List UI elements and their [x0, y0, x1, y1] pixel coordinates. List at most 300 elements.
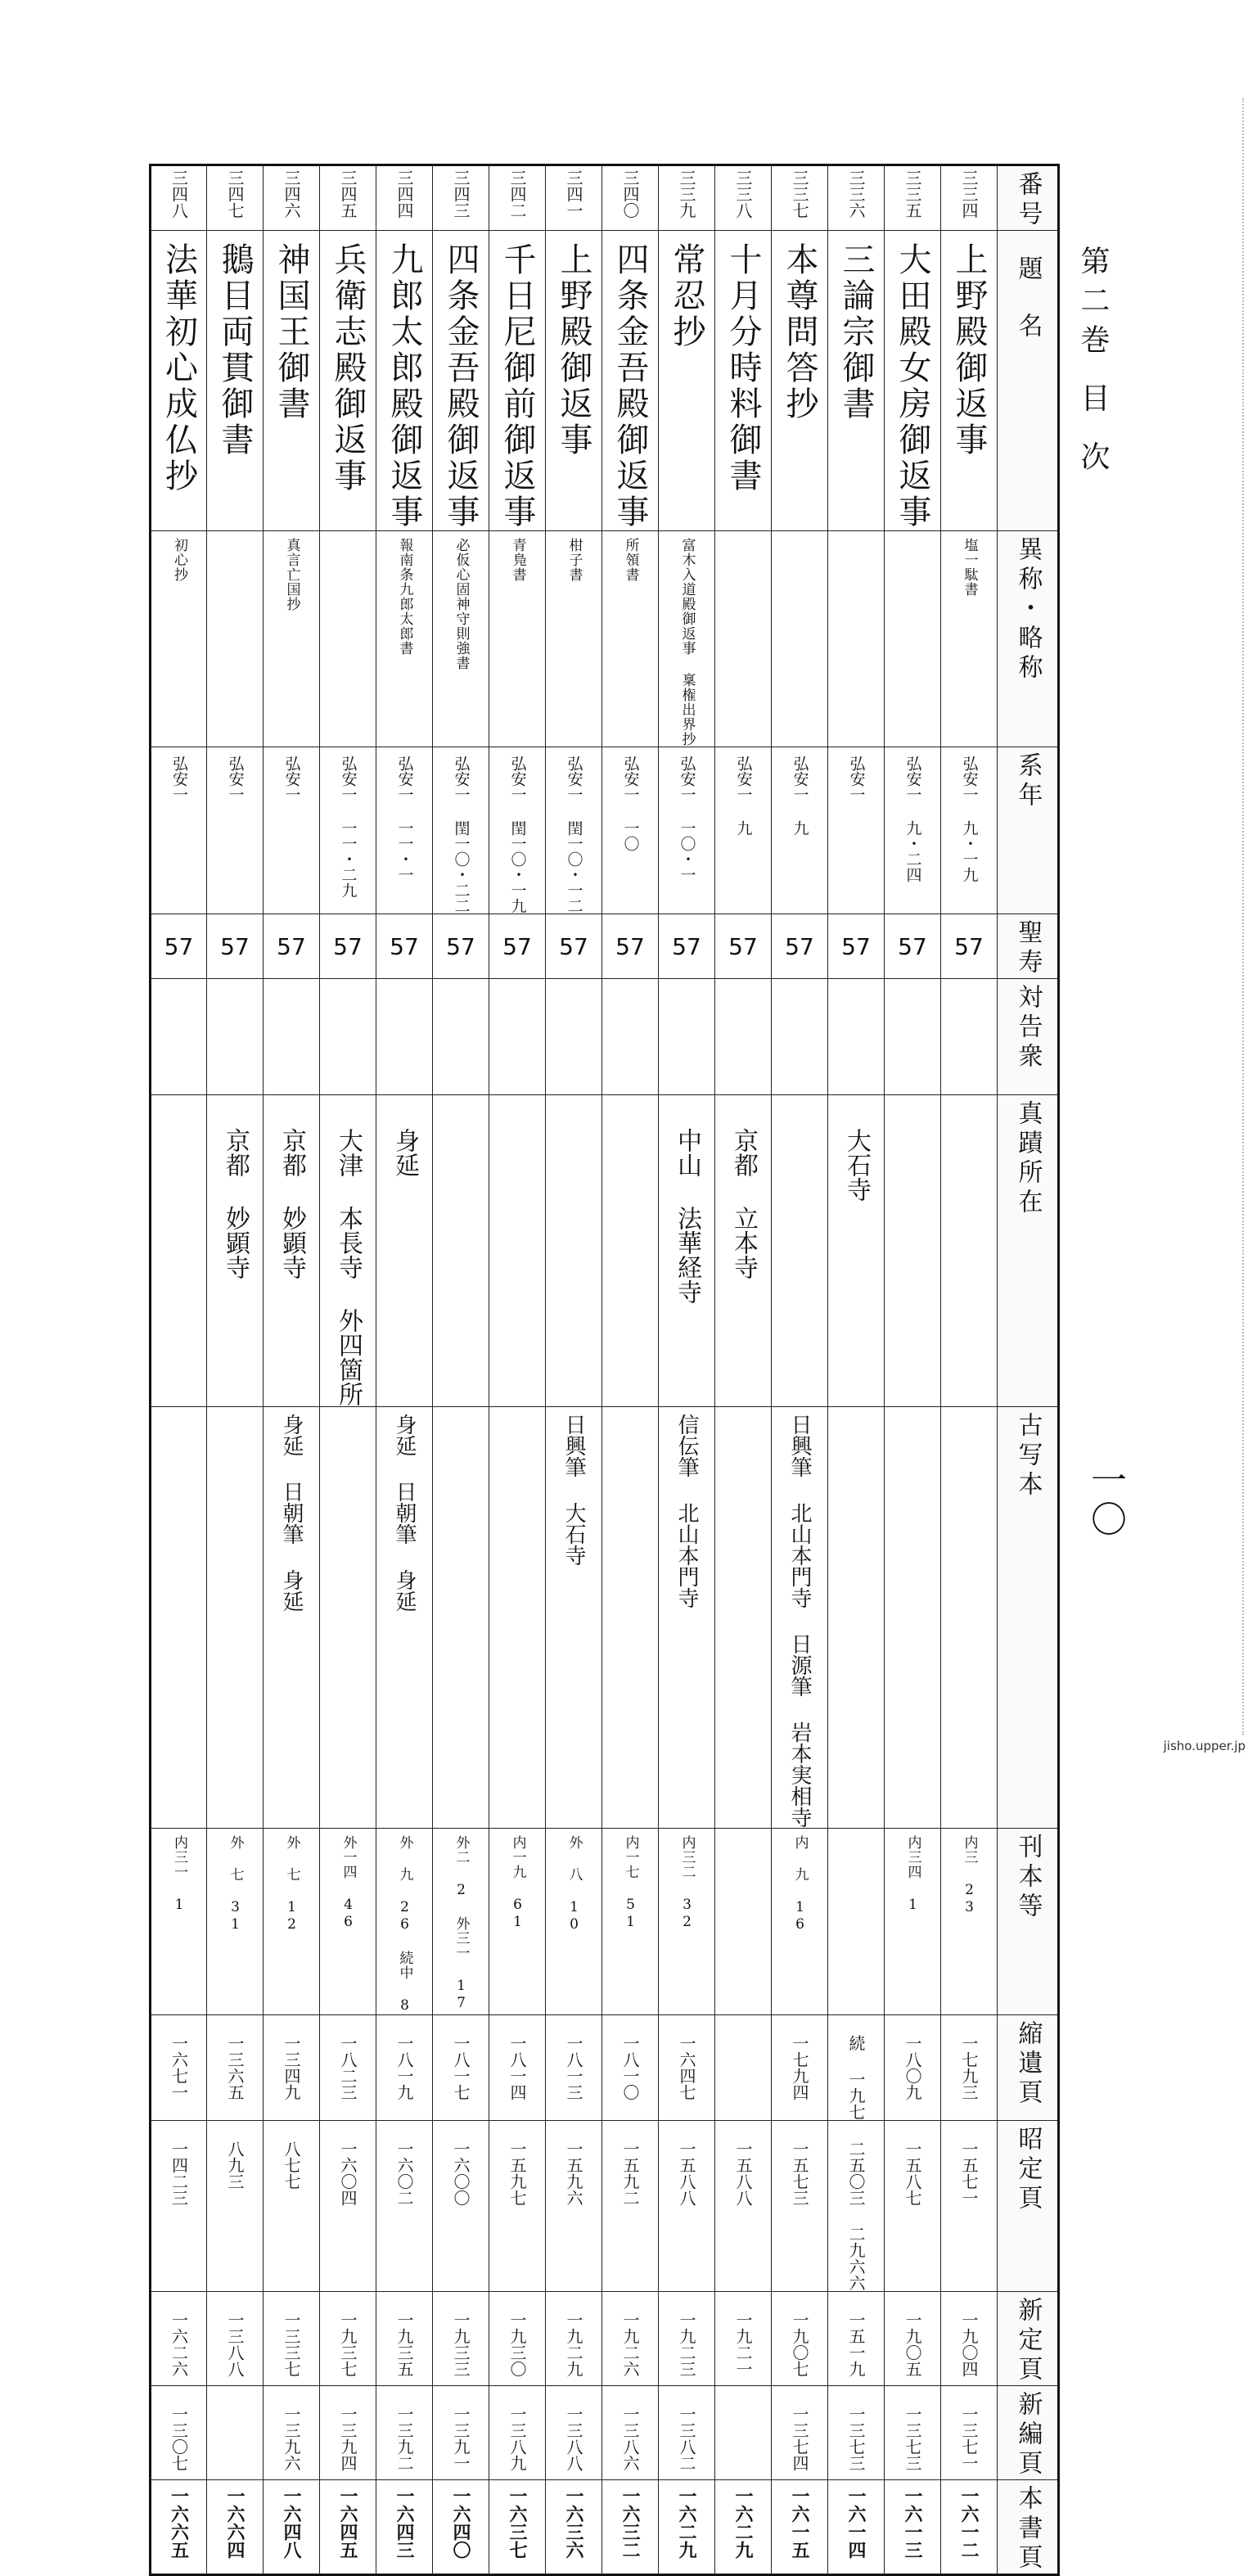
cell-recipient: [207, 979, 264, 1095]
cell-number: [207, 165, 264, 231]
cell-recipient: [602, 979, 659, 1095]
header-label-age: 聖寿: [1013, 919, 1043, 978]
cell-text-shotei: 一四二三: [169, 2141, 189, 2206]
header-age: [998, 914, 1059, 979]
cell-published: [151, 1829, 207, 2015]
cell-text-shotei: 八七七: [282, 2141, 301, 2190]
cell-text-title: 上野殿御返事: [555, 242, 592, 458]
header-original: [998, 1095, 1059, 1407]
cell-text-shukui: 一七九三: [959, 2035, 979, 2100]
cell-shinpen: [433, 2386, 489, 2480]
cell-shintei: [885, 2292, 941, 2386]
cell-text-title: 鵝目両貫御書: [216, 242, 254, 458]
cell-title: [941, 231, 998, 531]
cell-alias: [772, 531, 828, 747]
cell-original: [715, 1095, 772, 1407]
cell-text-honsho: 一六四三: [394, 2487, 415, 2559]
cell-honsho: [207, 2480, 264, 2575]
cell-text-shintei: 一九三五: [394, 2312, 414, 2377]
cell-text-number: 三四八: [169, 169, 189, 219]
cell-copy: [941, 1407, 998, 1829]
cell-text-shotei: 一五八八: [733, 2141, 753, 2206]
header-label-alias: 異称・略称: [1013, 536, 1043, 683]
cell-text-number: 三三七: [790, 169, 809, 219]
cell-published: [489, 1829, 546, 2015]
header-shukui: [998, 2015, 1059, 2121]
cell-number: [715, 165, 772, 231]
cell-text-shinpen: 一三九一: [451, 2406, 471, 2471]
cell-shinpen: [207, 2386, 264, 2480]
cell-number: [489, 165, 546, 231]
cell-recipient: [659, 979, 715, 1095]
header-recipient: [998, 979, 1059, 1095]
cell-shotei: [602, 2121, 659, 2292]
cell-date: [489, 747, 546, 914]
cell-published: [941, 1829, 998, 2015]
cell-published: [376, 1829, 433, 2015]
cell-date: [772, 747, 828, 914]
cell-text-number: 三三五: [903, 169, 922, 219]
cell-text-published: 内一九 61: [509, 1835, 526, 1931]
cell-text-shukui: 一八〇九: [903, 2035, 922, 2100]
cell-alias: [151, 531, 207, 747]
header-title: [998, 231, 1059, 531]
header-shinpen: [998, 2386, 1059, 2480]
cell-copy: [602, 1407, 659, 1829]
cell-published: [320, 1829, 376, 2015]
cell-text-number: 三四一: [564, 169, 583, 219]
cell-text-published: 内一七 51: [622, 1835, 639, 1931]
cell-text-original: 中山 法華経寺: [673, 1128, 701, 1304]
cell-text-title: 兵衛志殿御返事: [329, 242, 367, 494]
cell-text-shintei: 一九〇五: [903, 2312, 922, 2377]
cell-recipient: [264, 979, 320, 1095]
cell-text-published: 内三 23: [961, 1835, 978, 1916]
cell-shinpen: [828, 2386, 885, 2480]
cell-copy: [828, 1407, 885, 1829]
cell-text-shinpen: 一三〇七: [169, 2406, 189, 2471]
cell-shukui: [715, 2015, 772, 2121]
cell-shintei: [489, 2292, 546, 2386]
cell-shukui: [885, 2015, 941, 2121]
cell-title: [885, 231, 941, 531]
cell-text-honsho: 一六二九: [732, 2487, 754, 2559]
cell-text-published: 内 九 16: [791, 1835, 809, 1933]
cell-text-honsho: 一六三七: [507, 2487, 528, 2559]
cell-honsho: [151, 2480, 207, 2575]
header-honsho: [998, 2480, 1059, 2575]
cell-shukui: [602, 2015, 659, 2121]
cell-shintei: [546, 2292, 602, 2386]
cell-shotei: [433, 2121, 489, 2292]
cell-text-title: 常忍抄: [668, 242, 705, 350]
cell-text-honsho: 一六一三: [902, 2487, 923, 2559]
cell-text-shotei: 一五七一: [959, 2141, 979, 2206]
cell-published: [602, 1829, 659, 2015]
cell-text-shinpen: 一三八六: [620, 2406, 640, 2471]
cell-text-shukui: 一八一四: [507, 2035, 527, 2100]
cell-honsho: [715, 2480, 772, 2575]
cell-number: [885, 165, 941, 231]
cell-title: [715, 231, 772, 531]
cell-text-alias: 塩一駄書: [961, 538, 978, 597]
header-label-title: 題名: [1013, 255, 1043, 370]
cell-date: [885, 747, 941, 914]
cell-text-shotei: 一五八七: [903, 2141, 922, 2206]
cell-published: [659, 1829, 715, 2015]
cell-copy: [885, 1407, 941, 1829]
cell-date: [546, 747, 602, 914]
cell-number: [828, 165, 885, 231]
cell-original: [207, 1095, 264, 1407]
cell-text-date: 弘安一 九・一九: [960, 756, 979, 882]
cell-published: [715, 1829, 772, 2015]
cell-number: [772, 165, 828, 231]
cell-text-title: 三論宗御書: [837, 242, 875, 422]
cell-age: 57: [264, 914, 320, 979]
field-row-shintei: [151, 2292, 1059, 2386]
cell-age: 57: [546, 914, 602, 979]
cell-title: [433, 231, 489, 531]
cell-number: [602, 165, 659, 231]
cell-shotei: [546, 2121, 602, 2292]
cell-text-shotei: 八九三: [225, 2141, 245, 2190]
cell-text-shotei: 一五九六: [564, 2141, 583, 2206]
page-title: 第二巻 目 次: [1076, 246, 1110, 480]
cell-age: 57: [489, 914, 546, 979]
cell-text-date: 弘安一: [847, 756, 866, 802]
cell-text-honsho: 一六四八: [281, 2487, 302, 2559]
field-row-number: [151, 165, 1059, 231]
header-label-shotei: 昭定頁: [1013, 2126, 1043, 2214]
cell-number: [546, 165, 602, 231]
cell-text-original: 大津 本長寺 外四箇所: [334, 1128, 363, 1406]
cell-copy: [376, 1407, 433, 1829]
cell-text-honsho: 一六二九: [676, 2487, 697, 2559]
cell-text-copy: 日興筆 北山本門寺 日源筆 岩本実相寺: [787, 1414, 812, 1828]
cell-text-shinpen: 一三七三: [903, 2406, 922, 2471]
cell-text-date: 弘安一 閏一〇・一二: [565, 756, 583, 914]
cell-text-shotei: 一六〇二: [394, 2141, 414, 2206]
cell-alias: [602, 531, 659, 747]
cell-text-shukui: 一八一九: [394, 2035, 414, 2100]
cell-age: 57: [151, 914, 207, 979]
field-row-shinpen: [151, 2386, 1059, 2480]
cell-date: [151, 747, 207, 914]
cell-text-number: 三四〇: [620, 169, 640, 219]
cell-date: [659, 747, 715, 914]
cell-text-number: 三四五: [338, 169, 358, 219]
cell-date: [715, 747, 772, 914]
cell-text-shintei: 一五一九: [846, 2312, 866, 2377]
cell-number: [151, 165, 207, 231]
cell-date: [264, 747, 320, 914]
cell-alias: [828, 531, 885, 747]
cell-date: [941, 747, 998, 914]
cell-age: 57: [828, 914, 885, 979]
cell-shukui: [320, 2015, 376, 2121]
cell-text-shinpen: 一三九四: [338, 2406, 358, 2471]
header-shintei: [998, 2292, 1059, 2386]
cell-copy: [772, 1407, 828, 1829]
cell-date: [320, 747, 376, 914]
cell-text-shintei: 一九三〇: [507, 2312, 527, 2377]
cell-text-alias: 青鳬書: [509, 538, 526, 582]
cell-text-original: 京都 立本寺: [729, 1128, 758, 1279]
cell-title: [546, 231, 602, 531]
cell-date: [376, 747, 433, 914]
cell-text-shotei: 一五九七: [507, 2141, 527, 2206]
cell-age: 57: [941, 914, 998, 979]
cell-honsho: [264, 2480, 320, 2575]
cell-text-original: 京都 妙顕寺: [221, 1128, 250, 1279]
cell-text-honsho: 一六三六: [563, 2487, 584, 2559]
cell-title: [602, 231, 659, 531]
cell-honsho: [489, 2480, 546, 2575]
cell-shukui: [546, 2015, 602, 2121]
cell-shukui: [264, 2015, 320, 2121]
cell-text-title: 法華初心成仏抄: [160, 242, 198, 494]
cell-shinpen: [546, 2386, 602, 2480]
cell-recipient: [828, 979, 885, 1095]
field-row-title: [151, 231, 1059, 531]
cell-published: [264, 1829, 320, 2015]
cell-shintei: [376, 2292, 433, 2386]
cell-text-original: 大石寺: [842, 1128, 871, 1202]
cell-shukui: [376, 2015, 433, 2121]
cell-recipient: [320, 979, 376, 1095]
cell-text-date: 弘安一: [170, 756, 188, 802]
cell-copy: [320, 1407, 376, 1829]
cell-text-published: 内三四 1: [904, 1835, 921, 1914]
cell-text-published: 内三一 1: [171, 1835, 187, 1914]
cell-shinpen: [320, 2386, 376, 2480]
cell-shintei: [320, 2292, 376, 2386]
cell-honsho: [659, 2480, 715, 2575]
cell-age: 57: [885, 914, 941, 979]
cell-text-copy: 日興筆 大石寺: [561, 1414, 586, 1566]
cell-date: [828, 747, 885, 914]
cell-original: [320, 1095, 376, 1407]
cell-text-date: 弘安一 一一・一: [395, 756, 414, 882]
cell-text-original: 京都 妙顕寺: [277, 1128, 306, 1279]
cell-honsho: [828, 2480, 885, 2575]
cell-shintei: [659, 2292, 715, 2386]
cell-age: 57: [207, 914, 264, 979]
cell-shintei: [433, 2292, 489, 2386]
cell-original: [941, 1095, 998, 1407]
header-date: [998, 747, 1059, 914]
watermark: jisho.upper.jp: [1163, 1739, 1246, 1753]
cell-original: [151, 1095, 207, 1407]
cell-text-shinpen: 一三八二: [677, 2406, 696, 2471]
cell-copy: [433, 1407, 489, 1829]
cell-shinpen: [151, 2386, 207, 2480]
cell-text-title: 四条金吾殿御返事: [611, 242, 649, 530]
cell-text-shinpen: 一三七一: [959, 2406, 979, 2471]
cell-copy: [264, 1407, 320, 1829]
cell-text-date: 弘安一 一一・二九: [339, 756, 358, 898]
cell-text-shukui: 続 一九七: [846, 2035, 866, 2120]
cell-text-number: 三三九: [677, 169, 696, 219]
cell-text-shinpen: 一三九二: [394, 2406, 414, 2471]
table-of-contents: [149, 164, 1060, 2576]
cell-text-title: 十月分時料御書: [724, 242, 762, 494]
cell-alias: [885, 531, 941, 747]
cell-title: [320, 231, 376, 531]
header-copy: [998, 1407, 1059, 1829]
cell-shintei: [772, 2292, 828, 2386]
cell-text-honsho: 一六一五: [789, 2487, 810, 2559]
cell-text-shukui: 一八一七: [451, 2035, 471, 2100]
cell-text-shintei: 一九二三: [677, 2312, 696, 2377]
cell-honsho: [941, 2480, 998, 2575]
cell-text-title: 大田殿女房御返事: [894, 242, 931, 530]
cell-text-date: 弘安一 一〇・一: [678, 756, 696, 882]
cell-text-shukui: 一六四七: [677, 2035, 696, 2100]
cell-text-shukui: 一七九四: [790, 2035, 809, 2100]
header-label-recipient: 対告衆: [1013, 984, 1043, 1072]
cell-text-number: 三三六: [846, 169, 866, 219]
header-alias: [998, 531, 1059, 747]
cell-recipient: [433, 979, 489, 1095]
header-published: [998, 1829, 1059, 2015]
cell-published: [433, 1829, 489, 2015]
cell-shotei: [151, 2121, 207, 2292]
cell-text-shotei: 一六〇四: [338, 2141, 358, 2206]
cell-title: [207, 231, 264, 531]
cell-text-shotei: 一五八八: [677, 2141, 696, 2206]
cell-text-shintei: 一九〇四: [959, 2312, 979, 2377]
cell-alias: [489, 531, 546, 747]
cell-text-number: 三三八: [733, 169, 753, 219]
cell-shintei: [151, 2292, 207, 2386]
cell-shinpen: [941, 2386, 998, 2480]
cell-number: [433, 165, 489, 231]
cell-alias: [207, 531, 264, 747]
cell-recipient: [376, 979, 433, 1095]
cell-honsho: [885, 2480, 941, 2575]
cell-honsho: [320, 2480, 376, 2575]
field-row-recipient: [151, 979, 1059, 1095]
cell-text-shintei: 一九三七: [338, 2312, 358, 2377]
cell-number: [320, 165, 376, 231]
cell-text-honsho: 一六六四: [224, 2487, 246, 2559]
cell-text-date: 弘安一 九: [791, 756, 809, 836]
field-row-published: [151, 1829, 1059, 2015]
cell-text-shintei: 一三八八: [225, 2312, 245, 2377]
cell-text-shotei: 二五〇三 二九六六: [846, 2141, 866, 2291]
cell-text-published: 内三二 32: [678, 1835, 696, 1931]
cell-text-honsho: 一六四五: [337, 2487, 358, 2559]
field-row-date: [151, 747, 1059, 914]
cell-date: [207, 747, 264, 914]
cell-shotei: [772, 2121, 828, 2292]
header-label-shintei: 新定頁: [1013, 2297, 1043, 2385]
cell-text-shintei: 一九二九: [564, 2312, 583, 2377]
field-row-original: [151, 1095, 1059, 1407]
cell-text-number: 三四六: [282, 169, 301, 219]
cell-alias: [433, 531, 489, 747]
cell-text-shinpen: 一三八九: [507, 2406, 527, 2471]
cell-text-title: 千日尼御前御返事: [498, 242, 536, 530]
cell-original: [828, 1095, 885, 1407]
cell-text-title: 本尊問答抄: [781, 242, 818, 422]
cell-age: 57: [659, 914, 715, 979]
cell-text-number: 三三四: [959, 169, 979, 219]
header-label-published: 刊本等: [1013, 1834, 1043, 1922]
header-label-honsho: 本書頁: [1013, 2485, 1043, 2574]
cell-honsho: [376, 2480, 433, 2575]
cell-text-shotei: 一五九二: [620, 2141, 640, 2206]
cell-original: [376, 1095, 433, 1407]
cell-number: [264, 165, 320, 231]
cell-text-title: 四条金吾殿御返事: [442, 242, 480, 530]
cell-shotei: [941, 2121, 998, 2292]
cell-shotei: [715, 2121, 772, 2292]
cell-shukui: [433, 2015, 489, 2121]
cell-original: [433, 1095, 489, 1407]
cell-published: [828, 1829, 885, 2015]
cell-text-alias: 初心抄: [171, 538, 187, 582]
cell-text-honsho: 一六三二: [619, 2487, 641, 2559]
cell-alias: [320, 531, 376, 747]
cell-recipient: [151, 979, 207, 1095]
cell-shotei: [828, 2121, 885, 2292]
cell-original: [659, 1095, 715, 1407]
cell-age: 57: [376, 914, 433, 979]
cell-shinpen: [885, 2386, 941, 2480]
cell-text-shinpen: 一三七四: [790, 2406, 809, 2471]
cell-shintei: [941, 2292, 998, 2386]
header-label-date: 系年: [1013, 752, 1043, 811]
cell-alias: [715, 531, 772, 747]
cell-text-published: 外 七 12: [283, 1835, 300, 1933]
cell-text-shukui: 一八一〇: [620, 2035, 640, 2100]
cell-text-date: 弘安一 閏一〇・一九: [508, 756, 527, 914]
cell-published: [772, 1829, 828, 2015]
cell-text-honsho: 一六一四: [845, 2487, 867, 2559]
cell-text-shinpen: 一三九六: [282, 2406, 301, 2471]
cell-shinpen: [602, 2386, 659, 2480]
cell-shotei: [489, 2121, 546, 2292]
cell-copy: [207, 1407, 264, 1829]
cell-title: [828, 231, 885, 531]
cell-age: 57: [772, 914, 828, 979]
cell-alias: [376, 531, 433, 747]
cell-shotei: [207, 2121, 264, 2292]
cell-text-shintei: 一六二六: [169, 2312, 189, 2377]
cell-title: [151, 231, 207, 531]
header-label-copy: 古写本: [1013, 1412, 1043, 1500]
header-label-shukui: 縮遺頁: [1013, 2020, 1043, 2109]
cell-text-published: 外 八 10: [565, 1835, 583, 1933]
cell-text-title: 九郎太郎殿御返事: [385, 242, 423, 530]
header-label-original: 真蹟所在: [1013, 1100, 1043, 1218]
cell-copy: [659, 1407, 715, 1829]
cell-title: [489, 231, 546, 531]
cell-text-copy: 身延 日朝筆 身延: [279, 1414, 304, 1612]
cell-original: [546, 1095, 602, 1407]
cell-published: [207, 1829, 264, 2015]
cell-number: [659, 165, 715, 231]
cell-number: [376, 165, 433, 231]
page-number: 一〇: [1084, 1461, 1126, 1540]
cell-text-alias: 所領書: [622, 538, 639, 582]
field-row-shotei: [151, 2121, 1059, 2292]
cell-text-shintei: 一九三三: [451, 2312, 471, 2377]
cell-recipient: [715, 979, 772, 1095]
